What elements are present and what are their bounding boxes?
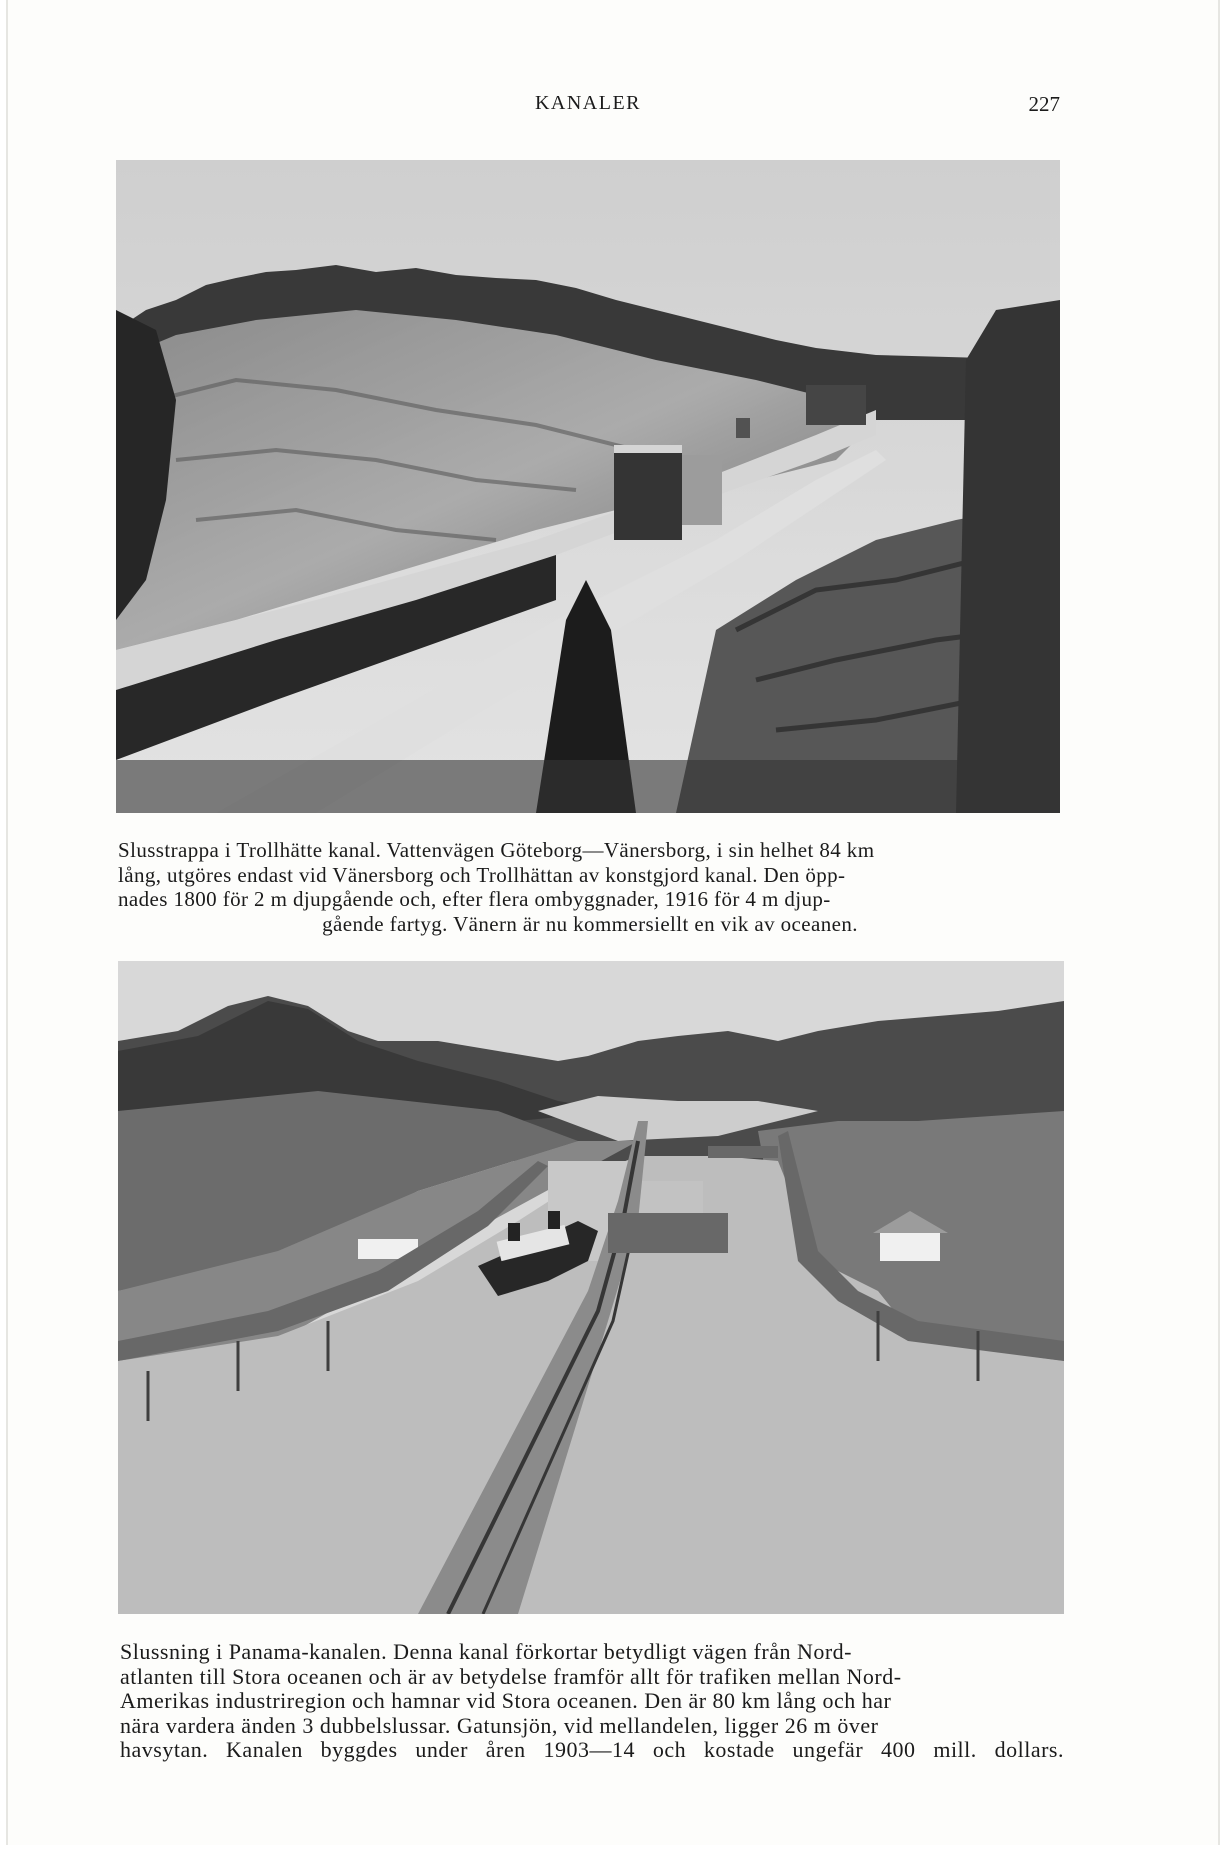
caption-line: nära vardera änden 3 dubbelslussar. Gatunsjön, vid mellandelen, ligger 26 m över (120, 1712, 879, 1738)
page-number: 227 (1028, 92, 1060, 116)
caption-line: havsytan. Kanalen byggdes under åren 1903—14 och kostade ungefär 400 mill. dollars. (120, 1737, 1064, 1762)
caption-trollhatte (118, 838, 1062, 936)
caption-line: nades 1800 för 2 m djupgående och, efter flera ombyggnader, 1916 för 4 m djup- (118, 887, 831, 911)
photo-panama-locks (118, 961, 1064, 1614)
caption-panama (120, 1640, 1064, 1763)
photo-trollhatte-graphic (116, 160, 1060, 813)
photo-trollhatte-locks (116, 160, 1060, 813)
caption-line: Slussning i Panama-kanalen. Denna kanal förkortar betydligt vägen från Nord- (120, 1639, 853, 1664)
running-head: KANALER (534, 92, 642, 114)
caption-line: gående fartyg. Vänern är nu kommersiellt en vik av oceanen. (322, 911, 858, 936)
caption-line: Slusstrappa i Trollhätte kanal. Vattenvägen Göteborg—Vänersborg, i sin helhet 84 km (118, 838, 875, 862)
page-header (116, 92, 1060, 122)
caption-line: atlanten till Stora oceanen och är av betydelse framför allt för trafiken mellan Nord- (120, 1663, 902, 1689)
photo-panama-graphic (118, 961, 1064, 1614)
page (6, 0, 1220, 1845)
caption-line: lång, utgöres endast vid Vänersborg och Trollhättan av konstgjord kanal. Den öpp- (118, 862, 846, 887)
caption-line: Amerikas industriregion och hamnar vid Stora oceanen. Den är 80 km lång och har (120, 1688, 892, 1713)
